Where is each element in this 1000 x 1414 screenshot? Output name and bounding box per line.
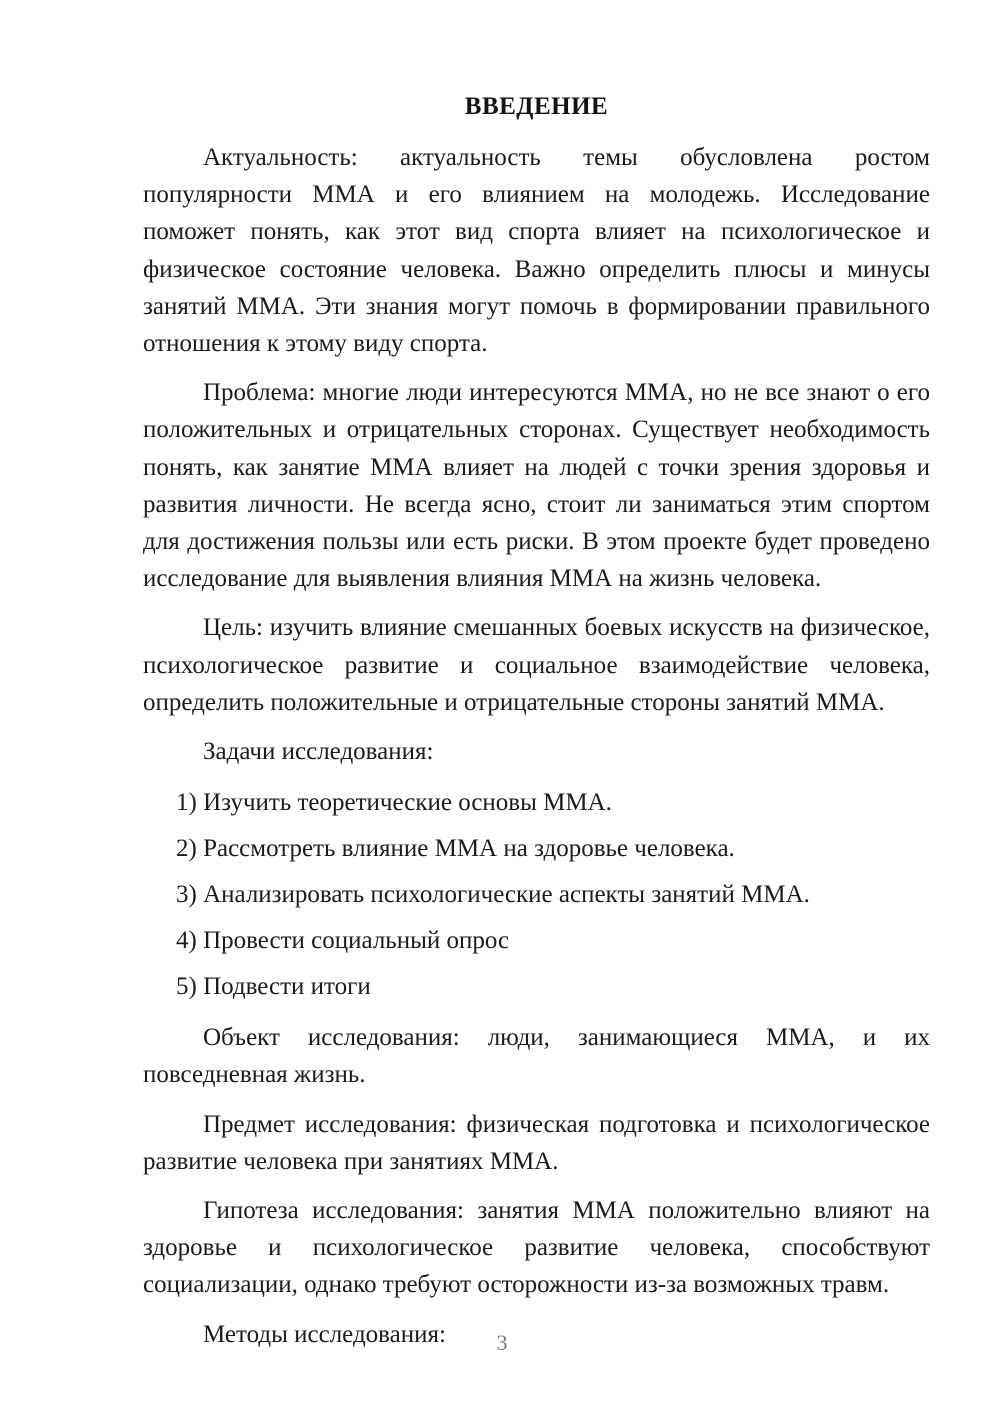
paragraph-relevance: Актуальность: актуальность темы обусловлена ростом популярности ММА и его влиянием на молодежь. Исследование поможет понять, как этот вид спорта влияет на психологическое и физическое состояние человека. Важно определить плюсы и минусы занятий ММА. Эти знания могут помочь в формировании правильного отношения к этому виду спорта. xyxy=(143,144,930,358)
list-item: 4) Провести социальный опрос xyxy=(176,927,510,955)
list-item: 1) Изучить теоретические основы ММА. xyxy=(176,789,612,817)
document-body xyxy=(143,88,930,1353)
paragraph-subject: Предмет исследования: физическая подготовка и психологическое развитие человека при занятиях ММА. xyxy=(143,1110,930,1175)
list-item: 5) Подвести итоги xyxy=(176,973,371,1001)
paragraph-object: Объект исследования: люди, занимающиеся ММА, и их повседневная жизнь. xyxy=(143,1024,930,1089)
paragraph-hypothesis: Гипотеза исследования: занятия ММА положительно влияют на здоровье и психологическое развитие человека, способствуют социализации, однако требуют осторожности из-за возможных травм. xyxy=(143,1197,930,1299)
paragraph-problem: Проблема: многие люди интересуются ММА, но не все знают о его положительных и отрицательных сторонах. Существует необходимость понять, как занятие ММА влияет на людей с точки зрения здоровья и развития личности. Не всегда ясно, стоит ли заниматься этим спортом для достижения пользы или есть риски. В этом проекте будет проведено исследование для выявления влияния ММА на жизнь человека. xyxy=(143,379,930,593)
page-title: ВВЕДЕНИЕ xyxy=(464,93,609,120)
tasks-list xyxy=(143,784,930,1005)
methods-heading: Методы исследования: xyxy=(203,1320,446,1348)
list-item: 2) Рассмотреть влияние ММА на здоровье человека. xyxy=(176,835,735,863)
list-item: 3) Анализировать психологические аспекты занятий ММА. xyxy=(176,881,810,909)
page-number-footer xyxy=(0,1330,1000,1356)
tasks-heading: Задачи исследования: xyxy=(203,738,434,766)
page-number-value: 3 xyxy=(496,1330,508,1355)
paragraph-goal: Цель: изучить влияние смешанных боевых искусств на физическое, психологическое развитие и социальное взаимодействие человека, определить положительные и отрицательные стороны занятий ММА. xyxy=(143,614,930,716)
